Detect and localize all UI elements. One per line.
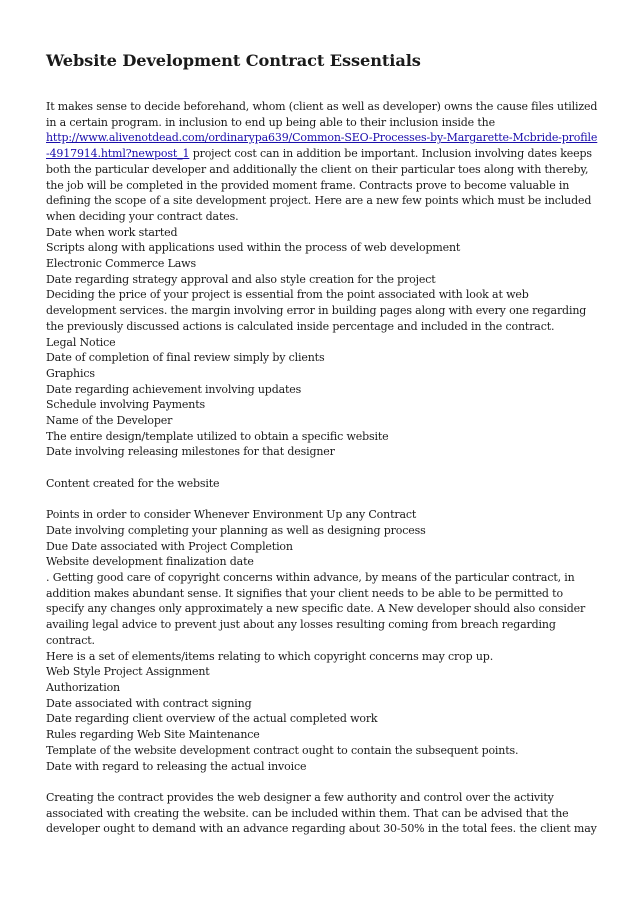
body-line: development services. the margin involving error in building pages along with every one regarding [46, 304, 587, 318]
body-line: when deciding your contract dates. [46, 209, 239, 223]
body-line: developer ought to demand with an advance regarding about 30-50% in the total fees. the client may [46, 822, 597, 836]
body-line: availing legal advice to prevent just about any losses resulting coming from breach regarding [46, 618, 556, 632]
body-line: . Getting good care of copyright concerns within advance, by means of the particular contract, in [46, 571, 575, 585]
document-body [46, 99, 596, 837]
section-heading: Points in order to consider Whenever Environment Up any Contract [46, 508, 417, 522]
list-item: Template of the website development contract ought to contain the subsequent points. [46, 743, 519, 757]
list-item: Date involving completing your planning as well as designing process [46, 523, 426, 537]
list-item: Date regarding achievement involving updates [46, 382, 302, 396]
document-page [46, 50, 596, 837]
link-line-1 [46, 130, 596, 146]
list-item: Date regarding strategy approval and also style creation for the project [46, 272, 436, 286]
list-item: Authorization [46, 680, 120, 694]
list-item: Web Style Project Assignment [46, 665, 210, 679]
list-item: Graphics [46, 366, 95, 380]
blank-line [46, 492, 596, 508]
body-line: specify any changes only approximately a new specific date. A New developer should also consider [46, 602, 586, 616]
list-item: Due Date associated with Project Completion [46, 539, 293, 553]
profile-link[interactable]: http://www.alivenotdead.com/ordinarypa639/Common-SEO-Processes-by-Margarette-Mcbride-profile [46, 131, 598, 145]
body-line: in a certain program. in inclusion to end up being able to their inclusion inside the [46, 115, 495, 129]
list-item: Rules regarding Web Site Maintenance [46, 728, 260, 742]
body-line: both the particular developer and additionally the client on their particular toes along with thereby, [46, 162, 589, 176]
body-line: the job will be completed in the provided moment frame. Contracts prove to become valuable in [46, 178, 570, 192]
body-line: defining the scope of a site development project. Here are a new few points which must be included [46, 194, 592, 208]
body-line: It makes sense to decide beforehand, whom (client as well as developer) owns the cause files utilized [46, 100, 598, 113]
list-item: Date regarding client overview of the actual completed work [46, 712, 378, 726]
list-item: Electronic Commerce Laws [46, 257, 196, 271]
page-title: Website Development Contract Essentials [46, 51, 421, 70]
list-item: Schedule involving Payments [46, 398, 205, 412]
body-line: associated with creating the website. can be included within them. That can be advised that the [46, 806, 569, 820]
list-item: Legal Notice [46, 335, 116, 349]
list-item: Scripts along with applications used within the process of web development [46, 241, 461, 255]
list-item: Date involving releasing milestones for that designer [46, 445, 335, 459]
list-item: Date of completion of final review simply by clients [46, 351, 325, 365]
list-item: Date with regard to releasing the actual invoice [46, 759, 307, 773]
body-line: the previously discussed actions is calculated inside percentage and included in the contract. [46, 319, 555, 333]
body-line: Here is a set of elements/items relating to which copyright concerns may crop up. [46, 649, 494, 663]
blank-line [46, 460, 596, 476]
body-line: Deciding the price of your project is essential from the point associated with look at web [46, 288, 529, 302]
body-line-fragment: project cost can in addition be important. Inclusion involving dates keeps [189, 147, 592, 161]
blank-line [46, 774, 596, 790]
profile-link-continued[interactable]: -4917914.html?newpost_1 [46, 147, 190, 161]
body-line: Creating the contract provides the web designer a few authority and control over the activity [46, 790, 554, 804]
list-item: Name of the Developer [46, 414, 173, 428]
list-item: Website development finalization date [46, 555, 254, 569]
list-item: Content created for the website [46, 476, 220, 490]
list-item: Date associated with contract signing [46, 696, 252, 710]
body-line: addition makes abundant sense. It signifies that your client needs to be able to be permitted to [46, 586, 563, 600]
body-line: contract. [46, 633, 95, 647]
link-line-2 [46, 146, 596, 162]
list-item: Date when work started [46, 225, 178, 239]
list-item: The entire design/template utilized to obtain a specific website [46, 429, 389, 443]
